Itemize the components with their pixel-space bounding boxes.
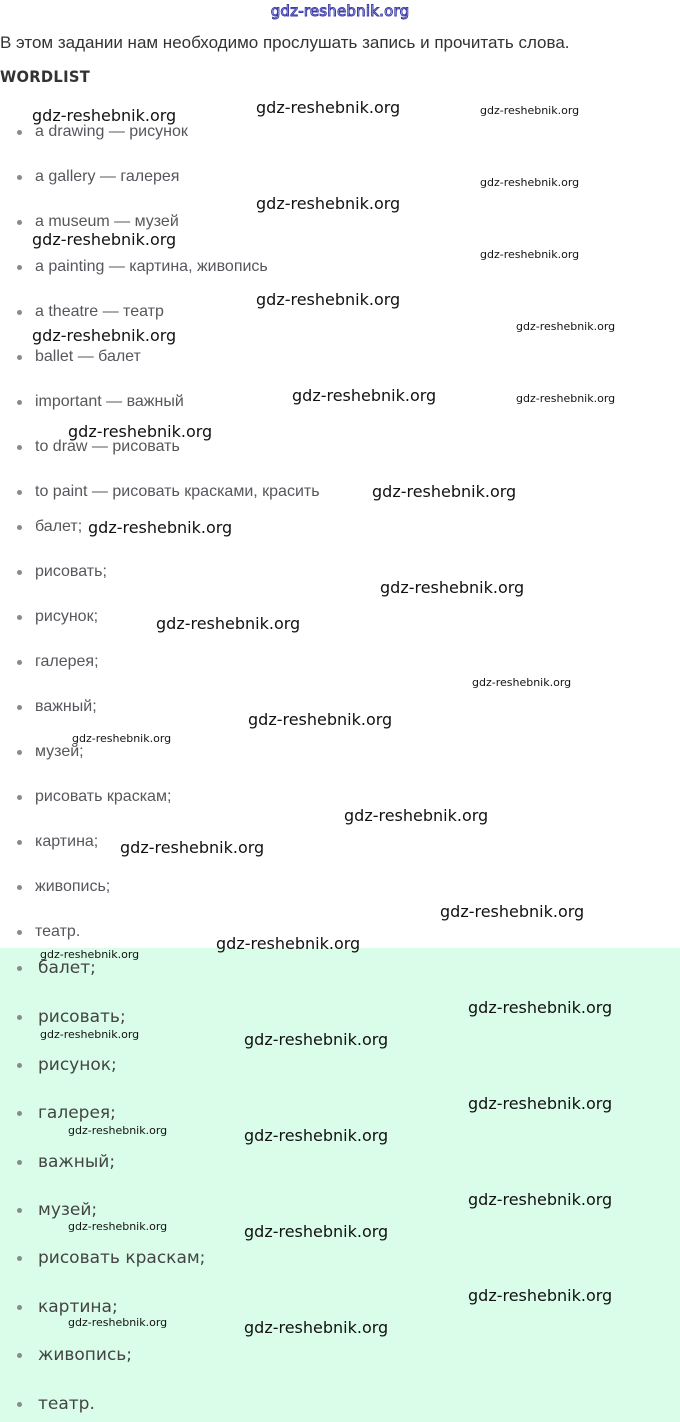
watermark: gdz-reshebnik.org — [68, 422, 213, 441]
bullet-icon — [17, 175, 22, 180]
watermark: gdz-reshebnik.org — [468, 998, 613, 1017]
bullet-icon — [17, 840, 22, 845]
bullet-icon — [17, 1111, 22, 1116]
watermark: gdz-reshebnik.org — [68, 1220, 168, 1233]
watermark: gdz-reshebnik.org — [244, 1126, 389, 1145]
watermark: gdz-reshebnik.org — [480, 176, 580, 189]
watermark: gdz-reshebnik.org — [256, 98, 401, 117]
watermark: gdz-reshebnik.org — [216, 934, 361, 953]
watermark: gdz-reshebnik.org — [516, 320, 616, 333]
watermark: gdz-reshebnik.org — [292, 386, 437, 405]
bullet-icon — [17, 1208, 22, 1213]
bullet-icon — [17, 570, 22, 575]
bullet-icon — [17, 445, 22, 450]
watermark: gdz-reshebnik.org — [468, 1190, 613, 1209]
bullet-icon — [17, 355, 22, 360]
watermark: gdz-reshebnik.org — [244, 1222, 389, 1241]
bullet-icon — [17, 1256, 22, 1261]
watermark: gdz-reshebnik.org — [40, 948, 140, 961]
bullet-icon — [17, 265, 22, 270]
bullet-icon — [17, 795, 22, 800]
bullet-icon — [17, 660, 22, 665]
bullet-icon — [17, 1353, 22, 1358]
watermark: gdz-reshebnik.org — [472, 676, 572, 689]
watermark: gdz-reshebnik.org — [32, 326, 177, 345]
bullet-icon — [17, 615, 22, 620]
watermark: gdz-reshebnik.org — [248, 710, 393, 729]
intro-text: В этом задании нам необходимо прослушать запись и прочитать слова. — [0, 33, 570, 52]
watermark: gdz-reshebnik.org — [244, 1318, 389, 1337]
bullet-icon — [17, 310, 22, 315]
bullet-icon — [17, 130, 22, 135]
watermark: gdz-reshebnik.org — [480, 248, 580, 261]
watermark: gdz-reshebnik.org — [372, 482, 517, 501]
bullet-icon — [17, 400, 22, 405]
watermark: gdz-reshebnik.org — [344, 806, 489, 825]
watermark: gdz-reshebnik.org — [120, 838, 265, 857]
watermark: gdz-reshebnik.org — [468, 1286, 613, 1305]
bullet-icon — [17, 525, 22, 530]
wordlist-heading: WORDLIST — [0, 67, 91, 86]
watermark: gdz-reshebnik.org — [244, 1030, 389, 1049]
watermark: gdz-reshebnik.org — [380, 578, 525, 597]
watermark: gdz-reshebnik.org — [516, 392, 616, 405]
bullet-icon — [17, 966, 22, 971]
bullet-icon — [17, 1015, 22, 1020]
watermark: gdz-reshebnik.org — [256, 194, 401, 213]
bullet-icon — [17, 1160, 22, 1165]
bullet-icon — [17, 885, 22, 890]
bullet-icon — [17, 750, 22, 755]
watermark: gdz-reshebnik.org — [68, 1316, 168, 1329]
watermark: gdz-reshebnik.org — [468, 1094, 613, 1113]
bullet-icon — [17, 930, 22, 935]
watermark: gdz-reshebnik.org — [256, 290, 401, 309]
watermark: gdz-reshebnik.org — [156, 614, 301, 633]
watermark: gdz-reshebnik.org — [32, 230, 177, 249]
bullet-icon — [17, 1305, 22, 1310]
watermark: gdz-reshebnik.org — [40, 1028, 140, 1041]
bullet-icon — [17, 1402, 22, 1407]
bullet-icon — [17, 705, 22, 710]
watermark: gdz-reshebnik.org — [88, 518, 233, 537]
watermark: gdz-reshebnik.org — [72, 732, 172, 745]
site-link[interactable]: gdz-reshebnik.org — [270, 2, 410, 20]
watermark: gdz-reshebnik.org — [440, 902, 585, 921]
watermark: gdz-reshebnik.org — [480, 104, 580, 117]
bullet-icon — [17, 1063, 22, 1068]
bullet-icon — [17, 490, 22, 495]
watermark: gdz-reshebnik.org — [68, 1124, 168, 1137]
bullet-icon — [17, 220, 22, 225]
watermark: gdz-reshebnik.org — [32, 106, 177, 125]
